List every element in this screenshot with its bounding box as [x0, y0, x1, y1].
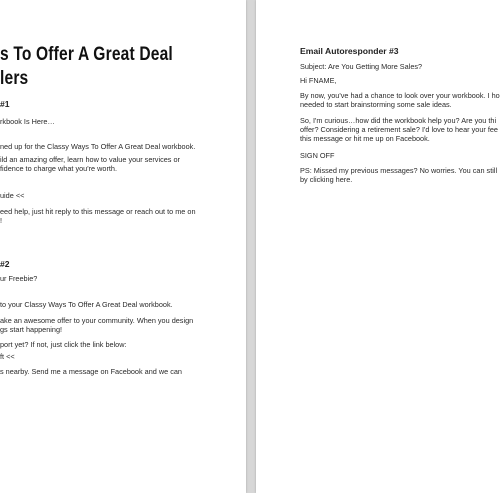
email-3-paragraph-2-line-3: this message or hit me up on Facebook.	[300, 134, 430, 143]
email-3-signoff: SIGN OFF	[300, 151, 335, 160]
email-3-heading: Email Autoresponder #3	[300, 46, 399, 56]
document-page-left	[0, 0, 246, 493]
email-2-gift-link[interactable]: ft <<	[0, 352, 15, 361]
email-3-ps-link[interactable]: by clicking here.	[300, 175, 353, 184]
email-1-heading: #1	[0, 99, 10, 109]
email-1-subject: rkbook Is Here…	[0, 117, 55, 126]
page-title-line-1: s To Offer A Great Deal	[0, 44, 173, 65]
email-2-access: to your Classy Ways To Offer A Great Deal workbook.	[0, 300, 173, 309]
email-1-signup: ned up for the Classy Ways To Offer A Great Deal workbook.	[0, 142, 196, 151]
email-2-make-line-1: ake an awesome offer to your community. When you design	[0, 316, 194, 325]
email-1-help-line-2: !	[0, 216, 3, 225]
email-2-subject: ur Freebie?	[0, 274, 38, 283]
email-3-greeting: Hi FNAME,	[300, 76, 337, 85]
email-1-guide-link[interactable]: uide <<	[0, 191, 25, 200]
email-3-paragraph-1-line-1: By now, you've had a chance to look over your workbook. I ho	[300, 91, 500, 100]
email-1-help-line-1: eed help, just hit reply to this message or reach out to me on	[0, 207, 196, 216]
email-1-build-line-2: fidence to charge what you're worth.	[0, 164, 117, 173]
email-2-make-line-2: gs start happening!	[0, 325, 63, 334]
email-2-report: port yet? If not, just click the link below:	[0, 340, 127, 349]
email-2-heading: #2	[0, 259, 10, 269]
email-3-subject: Subject: Are You Getting More Sales?	[300, 62, 423, 71]
email-3-paragraph-1-line-2: needed to start brainstorming some sale ideas.	[300, 100, 452, 109]
email-3-ps-line-1: PS: Missed my previous messages? No worries. You can still	[300, 166, 498, 175]
email-2-nearby: s nearby. Send me a message on Facebook and we can	[0, 367, 182, 376]
email-3-paragraph-2-line-1: So, I'm curious…how did the workbook help you? Are you thi	[300, 116, 497, 125]
email-1-build-line-1: ild an amazing offer, learn how to value your services or	[0, 155, 180, 164]
email-3-paragraph-2-line-2: offer? Considering a retirement sale? I'd love to hear your fee	[300, 125, 498, 134]
document-page-right	[256, 0, 500, 493]
page-title-line-2: lers	[0, 68, 29, 89]
